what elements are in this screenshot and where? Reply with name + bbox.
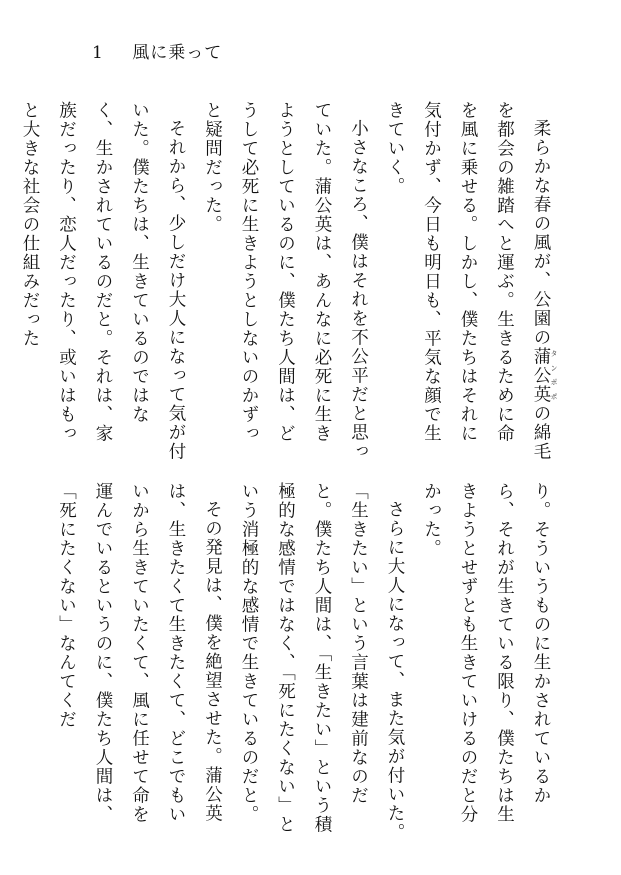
page-number: 1 (92, 43, 104, 63)
text-span: の綿毛を都会の雑踏へと運ぶ。生きるために命を風に乗せる。しかし、僕たちはそれに気付かず、今日も明日も、平気な顔で生きていく。 (385, 101, 551, 461)
text-block-top (20, 101, 559, 461)
paragraph (377, 101, 560, 461)
paragraph: さらに大人になって、また気が付いた。「生きたい」という言葉は建前なのだと。僕たち人間は、「生きたい」という積極的な感情ではなく、「死にたくない」という消極的な感情で生きているのだと。 (239, 482, 405, 842)
ruby-annotation (531, 346, 558, 404)
ruby-base: 蒲公英 (531, 346, 551, 404)
paragraph: その発見は、僕を絶望させた。蒲公英は、生きたくて生きたくて、どこでもいいから生きていたくて、風に任せて命を運んでいるというのに、僕たち人間は、「死にたくない」なんてくだ (56, 482, 223, 824)
chapter-title: 風に乗って (132, 43, 223, 63)
paragraph: 小さなころ、僕はそれを不公平だと思っていた。蒲公英は、あんなに必死に生きようとしているのに、僕たち人間は、どうして必死に生きようとしないのかずっと疑問だった。 (202, 101, 369, 461)
page-header (92, 38, 222, 63)
paragraph: それから、少しだけ大人になって気が付いた。僕たちは、生きているのではなく、生かされているのだと。それは、家族だったり、恋人だったり、或いはもっと大きな社会の仕組みだった (20, 101, 186, 461)
ruby-reading: タンポポ (550, 346, 558, 404)
text-span: 柔らかな春の風が、公園の (531, 118, 551, 347)
text-block-bottom (56, 482, 559, 842)
paragraph: り。そういうものに生かされているから、それが生きている限り、僕たちは生きようとせずとも生きていけるのだと分かった。 (421, 482, 551, 824)
